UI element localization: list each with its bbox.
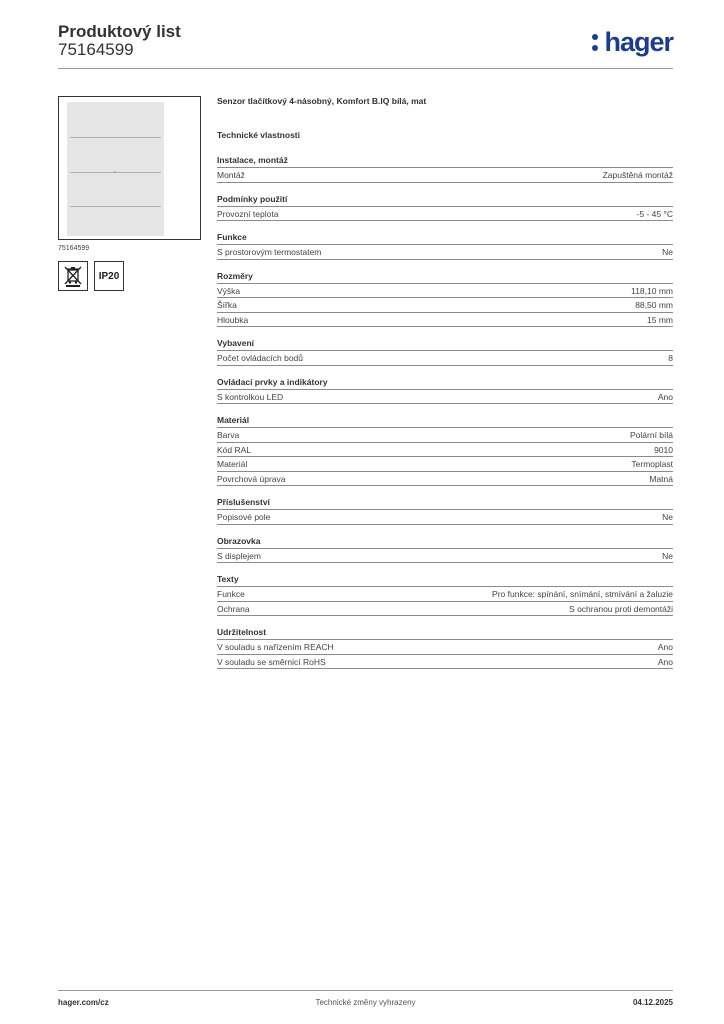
spec-row <box>217 510 673 525</box>
spec-value: -5 - 45 °C <box>636 208 673 219</box>
spec-row <box>217 351 673 366</box>
spec-label: Šířka <box>217 300 237 310</box>
spec-label: Barva <box>217 430 240 440</box>
spec-label: Ochrana <box>217 603 250 614</box>
spec-group <box>217 536 673 564</box>
spec-label: Hloubka <box>217 314 249 325</box>
spec-row <box>217 298 673 313</box>
spec-group <box>217 271 673 328</box>
spec-group <box>217 232 673 260</box>
weee-crossed-bin-icon <box>63 265 83 287</box>
footer-date: 04.12.2025 <box>632 998 673 1007</box>
spec-label: V souladu s nařízením REACH <box>217 642 334 652</box>
page-title: Produktový list <box>58 22 181 41</box>
spec-value: Termoplast <box>631 459 673 469</box>
spec-label: Kód RAL <box>217 444 252 455</box>
spec-group-title: Podmínky použití <box>217 194 673 207</box>
spec-value: 9010 <box>654 444 673 455</box>
header-divider <box>58 68 673 69</box>
spec-label: Povrchová úprava <box>217 473 286 484</box>
spec-value: Ano <box>657 642 673 652</box>
certification-badges <box>58 261 201 291</box>
spec-label: S displejem <box>217 550 261 561</box>
spec-group-title: Texty <box>217 574 673 587</box>
specification-section <box>217 96 673 669</box>
spec-value: 8 <box>668 353 673 363</box>
spec-row <box>217 284 673 299</box>
spec-value: 15 mm <box>647 314 673 325</box>
spec-row <box>217 549 673 564</box>
spec-group <box>217 415 673 486</box>
spec-row <box>217 313 673 328</box>
spec-label: S kontrolkou LED <box>217 391 284 402</box>
spec-value: 118,10 mm <box>631 285 673 296</box>
image-caption: 75164599 <box>58 245 90 252</box>
spec-heading: Technické vlastnosti <box>217 130 300 140</box>
spec-row <box>217 472 673 487</box>
spec-label: Popisové pole <box>217 512 271 522</box>
spec-row <box>217 457 673 472</box>
spec-value: Polární bílá <box>630 430 673 440</box>
spec-group-title: Rozměry <box>217 271 673 284</box>
spec-row <box>217 245 673 260</box>
spec-label: Funkce <box>217 589 245 599</box>
spec-value: Ne <box>662 512 673 522</box>
spec-group-title: Obrazovka <box>217 536 673 549</box>
spec-label: Výška <box>217 285 241 296</box>
spec-group <box>217 194 673 222</box>
spec-row <box>217 587 673 602</box>
product-description: Senzor tlačítkový 4-násobný, Komfort B.IQ bílá, mat <box>217 96 427 106</box>
spec-label: S prostorovým termostatem <box>217 247 322 257</box>
switch-panel-illustration <box>67 102 164 236</box>
spec-group-title: Vybavení <box>217 338 673 351</box>
spec-value: Ano <box>657 391 673 402</box>
spec-group <box>217 627 673 669</box>
footer-divider <box>58 990 673 991</box>
spec-group-title: Instalace, montáž <box>217 155 673 168</box>
spec-row <box>217 640 673 655</box>
spec-row <box>217 655 673 670</box>
spec-row <box>217 428 673 443</box>
product-number: 75164599 <box>58 40 134 59</box>
footer-disclaimer: Technické změny vyhrazeny <box>315 998 416 1007</box>
spec-row <box>217 390 673 405</box>
hager-logo <box>604 29 673 56</box>
spec-label: Počet ovládacích bodů <box>217 353 304 363</box>
spec-row <box>217 168 673 183</box>
spec-group-title: Materiál <box>217 415 673 428</box>
spec-value: Ne <box>662 550 673 561</box>
spec-group <box>217 497 673 525</box>
spec-group-title: Příslušenství <box>217 497 673 510</box>
spec-value: S ochranou proti demontáži <box>569 603 673 614</box>
spec-label: Materiál <box>217 459 248 469</box>
spec-value: Zapuštěná montáž <box>602 170 673 180</box>
weee-badge <box>58 261 88 291</box>
spec-label: Provozní teplota <box>217 208 279 219</box>
spec-row <box>217 207 673 222</box>
spec-group <box>217 338 673 366</box>
spec-label: Montáž <box>217 170 245 180</box>
spec-label: V souladu se směrnicí RoHS <box>217 656 326 667</box>
spec-value: Matná <box>649 473 673 484</box>
spec-group-title: Ovládací prvky a indikátory <box>217 377 673 390</box>
product-image-column <box>58 96 201 291</box>
spec-value: Pro funkce: spínání, snímání, stmívání a žaluzie <box>492 589 673 599</box>
spec-group <box>217 155 673 183</box>
spec-group-title: Funkce <box>217 232 673 245</box>
spec-group <box>217 377 673 405</box>
spec-group <box>217 574 673 616</box>
spec-row <box>217 602 673 617</box>
logo-text: hager <box>604 27 673 57</box>
page-header <box>58 20 673 68</box>
spec-value: 88,50 mm <box>635 300 673 310</box>
product-image <box>58 96 201 240</box>
spec-value: Ano <box>657 656 673 667</box>
footer-website: hager.com/cz <box>58 998 109 1007</box>
spec-row <box>217 443 673 458</box>
spec-group-title: Udržitelnost <box>217 627 673 640</box>
spec-groups <box>217 155 673 669</box>
logo-dots-icon <box>592 34 602 52</box>
spec-value: Ne <box>662 247 673 257</box>
ip-rating-badge <box>94 261 124 291</box>
ip-rating-text: IP20 <box>98 270 120 282</box>
